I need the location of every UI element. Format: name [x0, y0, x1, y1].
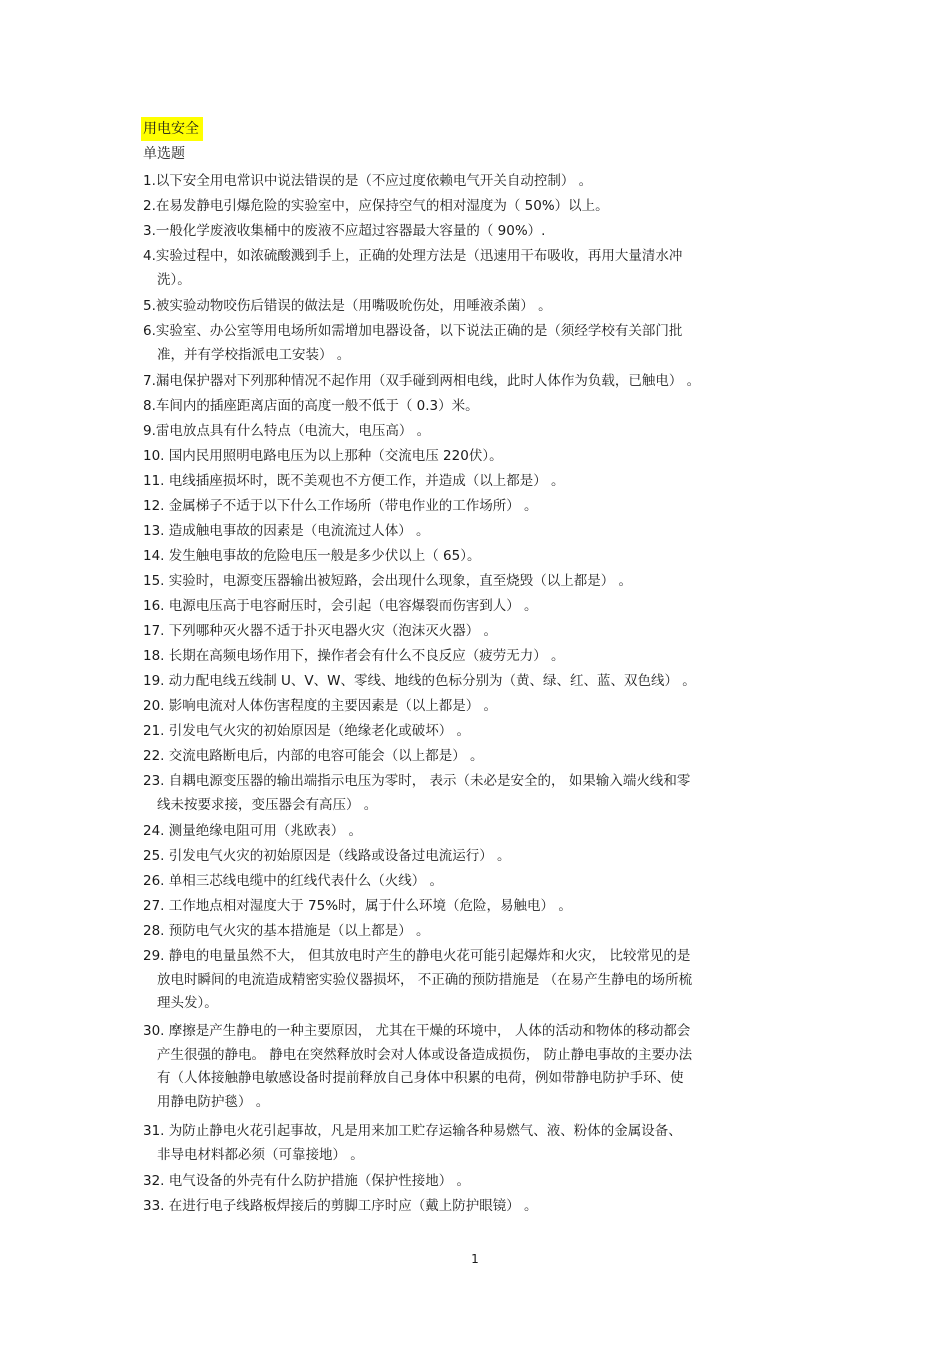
- question-text: 27. 工作地点相对湿度大于 75%时，属于什么环境（危险，易触电） 。: [143, 898, 572, 914]
- question-item: [143, 595, 818, 619]
- question-text-continued: 用静电防护毯） 。: [157, 1093, 270, 1110]
- question-item: [143, 645, 818, 669]
- question-text: 19. 动力配电线五线制 U、V、W、零线、地线的色标分别为（黄、绿、红、蓝、双色线） 。: [143, 673, 696, 689]
- question-text: 12. 金属梯子不适于以下什么工作场所（带电作业的工作场所） 。: [143, 498, 538, 514]
- question-text-continued: 准，并有学校指派电工安装） 。: [157, 346, 351, 363]
- question-item: [143, 945, 818, 1016]
- question-text: 9.雷电放点具有什么特点（电流大，电压高） 。: [143, 423, 431, 439]
- question-item: [143, 620, 818, 644]
- question-item: [143, 470, 818, 494]
- question-text: 8.车间内的插座距离店面的高度一般不低于（ 0.3）米。: [143, 398, 479, 414]
- question-item: [143, 220, 818, 244]
- question-text: 5.被实验动物咬伤后错误的做法是（用嘴吸吮伤处，用唾液杀菌） 。: [143, 298, 552, 314]
- question-item: [143, 820, 818, 844]
- question-item: [143, 695, 818, 719]
- question-text: 1.以下安全用电常识中说法错误的是（不应过度依赖电气开关自动控制） 。: [143, 173, 593, 189]
- question-text-continued: 理头发）。: [157, 995, 218, 1011]
- question-text: 28. 预防电气火灾的基本措施是（以上都是） 。: [143, 923, 430, 939]
- question-item: [143, 370, 818, 394]
- question-item: [143, 770, 818, 817]
- question-item: [143, 570, 818, 594]
- question-item: [143, 1120, 818, 1167]
- question-text-continued: 线未按要求接，变压器会有高压） 。: [157, 796, 378, 813]
- question-text: 11. 电线插座损坏时，既不美观也不方便工作，并造成（以上都是） 。: [143, 473, 565, 489]
- question-text-continued: 产生很强的静电。 静电在突然释放时会对人体或设备造成损伤， 防止静电事故的主要办法: [157, 1046, 693, 1063]
- question-text: 31. 为防止静电火花引起事故，凡是用来加工贮存运输各种易燃气、液、粉体的金属设备、: [143, 1123, 682, 1139]
- question-text-continued: 放电时瞬间的电流造成精密实验仪器损坏， 不正确的预防措施是 （在易产生静电的场所梳: [157, 971, 693, 988]
- question-text: 3.一般化学废液收集桶中的废液不应超过容器最大容量的（ 90%）.: [143, 223, 546, 239]
- question-text: 18. 长期在高频电场作用下，操作者会有什么不良反应（疲劳无力） 。: [143, 648, 565, 664]
- question-text: 10. 国内民用照明电路电压为以上那种（交流电压 220伏）。: [143, 448, 503, 464]
- question-text: 15. 实验时，电源变压器输出被短路，会出现什么现象，直至烧毁（以上都是） 。: [143, 573, 633, 589]
- question-text-continued: 洗）。: [157, 271, 191, 288]
- page-number: 1: [471, 1252, 479, 1266]
- question-item: [143, 895, 818, 919]
- question-text: 20. 影响电流对人体伤害程度的主要因素是（以上都是） 。: [143, 698, 498, 714]
- question-text: 4.实验过程中，如浓硫酸溅到手上，正确的处理方法是（迅速用干布吸收，再用大量清水冲: [143, 248, 683, 264]
- question-text: 7.漏电保护器对下列那种情况不起作用（双手碰到两相电线，此时人体作为负载，已触电） 。: [143, 373, 701, 389]
- question-item: [143, 395, 818, 419]
- question-text: 33. 在进行电子线路板焊接后的剪脚工序时应（戴上防护眼镜） 。: [143, 1198, 538, 1214]
- question-item: [143, 1170, 818, 1194]
- question-text: 30. 摩擦是产生静电的一种主要原因， 尤其在干燥的环境中， 人体的活动和物体的移动都会: [143, 1023, 691, 1039]
- question-item: [143, 670, 818, 694]
- question-item: [143, 520, 818, 544]
- question-item: [143, 170, 818, 194]
- question-item: [143, 495, 818, 519]
- question-text: 16. 电源电压高于电容耐压时，会引起（电容爆裂而伤害到人） 。: [143, 598, 538, 614]
- question-item: [143, 1020, 818, 1114]
- question-item: [143, 195, 818, 219]
- question-text: 26. 单相三芯线电缆中的红线代表什么（火线） 。: [143, 873, 444, 889]
- question-item: [143, 245, 818, 292]
- question-item: [143, 845, 818, 869]
- question-text: 17. 下列哪种灭火器不适于扑灭电器火灾（泡沫灭火器） 。: [143, 623, 498, 639]
- question-item: [143, 745, 818, 769]
- section-heading: 单选题: [143, 146, 185, 162]
- question-text: 2.在易发静电引爆危险的实验室中，应保持空气的相对湿度为（ 50%）以上。: [143, 198, 609, 214]
- question-text: 13. 造成触电事故的因素是（电流流过人体） 。: [143, 523, 430, 539]
- question-item: [143, 545, 818, 569]
- question-item: [143, 320, 818, 367]
- question-text: 14. 发生触电事故的危险电压一般是多少伏以上（ 65）。: [143, 548, 481, 564]
- question-item: [143, 720, 818, 744]
- question-text-continued: 非导电材料都必须（可靠接地） 。: [157, 1146, 364, 1163]
- question-text: 29. 静电的电量虽然不大， 但其放电时产生的静电火花可能引起爆炸和火灾， 比较常见的是: [143, 948, 691, 964]
- document-title: 用电安全: [141, 117, 203, 141]
- question-text: 23. 自耦电源变压器的输出端指示电压为零时， 表示（未必是安全的， 如果输入端火线和零: [143, 773, 691, 789]
- question-text-continued: 有（人体接触静电敏感设备时提前释放自己身体中积累的电荷，例如带静电防护手环、使: [157, 1070, 684, 1086]
- question-text: 25. 引发电气火灾的初始原因是（线路或设备过电流运行） 。: [143, 848, 511, 864]
- question-text: 21. 引发电气火灾的初始原因是（绝缘老化或破坏） 。: [143, 723, 471, 739]
- question-text: 32. 电气设备的外壳有什么防护措施（保护性接地） 。: [143, 1173, 471, 1189]
- question-item: [143, 295, 818, 319]
- question-text: 22. 交流电路断电后，内部的电容可能会（以上都是） 。: [143, 748, 484, 764]
- question-item: [143, 920, 818, 944]
- question-item: [143, 1195, 818, 1219]
- question-item: [143, 445, 818, 469]
- question-item: [143, 420, 818, 444]
- question-text: 6.实验室、办公室等用电场所如需增加电器设备，以下说法正确的是（须经学校有关部门批: [143, 323, 683, 339]
- question-text: 24. 测量绝缘电阻可用（兆欧表） 。: [143, 823, 363, 839]
- question-item: [143, 870, 818, 894]
